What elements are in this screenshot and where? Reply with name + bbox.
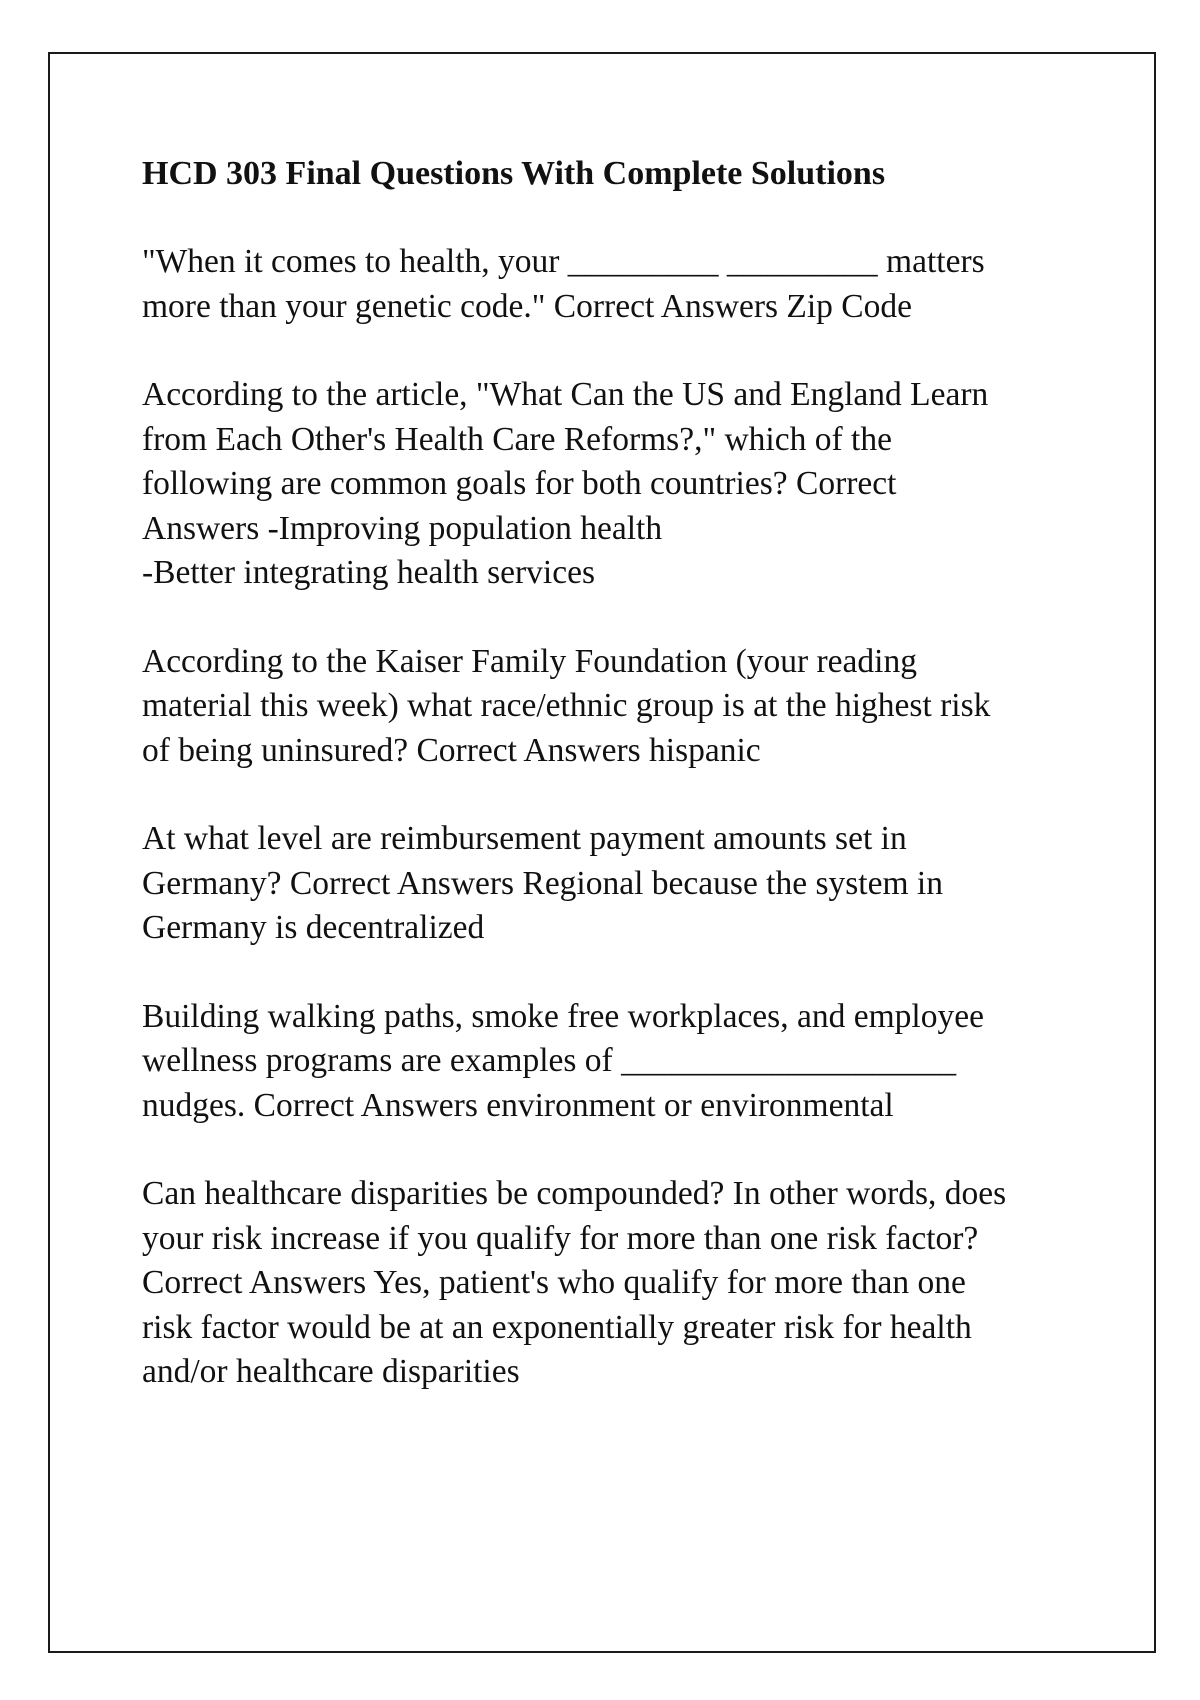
document-content: [142, 152, 1072, 1439]
qa-entry-us-england-goals: According to the article, "What Can the US and England Learn from Each Other's Health Care Reforms?," which of the following are common goals for both countries? Correct Answers -Improving population health -Better integrating health services: [142, 376, 989, 591]
qa-entry-uninsured-risk: According to the Kaiser Family Foundation (your reading material this week) what race/ethnic group is at the highest risk of being uninsured? Correct Answers hispanic: [142, 642, 991, 769]
qa-entry-germany-reimbursement: At what level are reimbursement payment amounts set in Germany? Correct Answers Regional because the system in Germany is decentralized: [142, 820, 943, 946]
document-title: HCD 303 Final Questions With Complete Solutions: [142, 155, 886, 192]
qa-entry-environmental-nudges: Building walking paths, smoke free workplaces, and employee wellness programs are examples of ____________________ nudges. Correct Answers environment or environmental: [142, 997, 984, 1124]
qa-entry-zip-code: "When it comes to health, your _________ _________ matters more than your genetic code." Correct Answers Zip Code: [142, 243, 985, 325]
qa-entry-compounded-disparities: Can healthcare disparities be compounded? In other words, does your risk increase if you qualify for more than one risk factor? Correct Answers Yes, patient's who qualify for more than one risk factor would be at an exponentially greater risk for health and/or healthcare disparities: [142, 1175, 1007, 1390]
